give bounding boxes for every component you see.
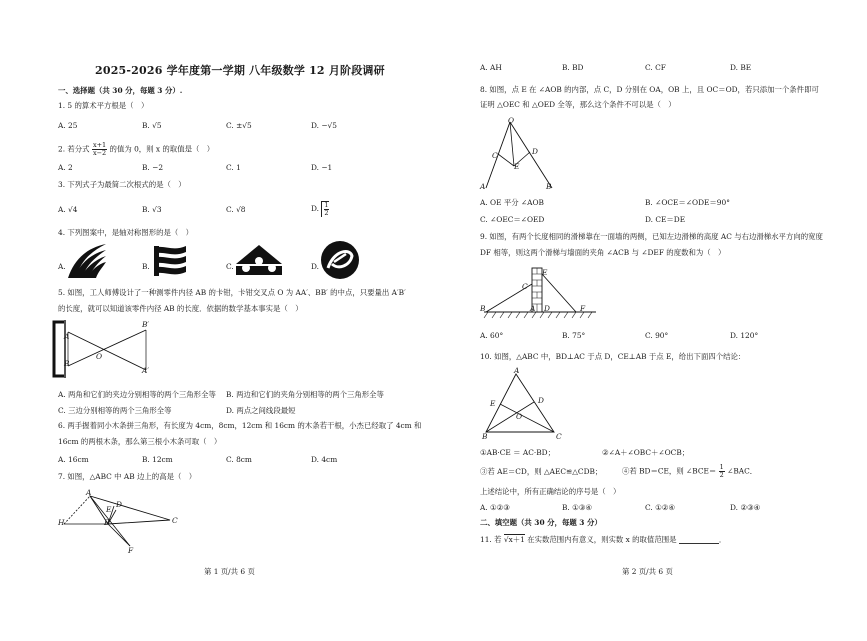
diamond-circles-icon (234, 244, 284, 278)
question-10-question: 上述结论中，所有正确结论的序号是（ ） (480, 487, 621, 496)
page-2 (442, 0, 867, 641)
question-7-option-c: C. CF (645, 63, 666, 72)
sqrt-half (321, 201, 328, 217)
fraction-numerator: x+1 (92, 141, 107, 149)
question-1-option-c: C. ±√5 (226, 121, 252, 130)
question-8-option-b: B. ∠OCE＝∠ODE＝90° (645, 198, 730, 207)
fig9-label-f: F (580, 304, 586, 313)
question-10-conclusion-3: ③若 AE＝CD，则 △AEC≌△CDB； (480, 467, 603, 476)
question-3-option-d (311, 201, 329, 217)
page-title: 2025-2026 学年度第一学期 八年级数学 12 月阶段调研 (95, 64, 385, 77)
question-2-fraction (92, 142, 107, 157)
fig8-label-d: D (532, 147, 538, 156)
question-3-stem: 3. 下列式子为最简二次根式的是（ ） (58, 180, 186, 189)
question-4-option-a: A. (58, 262, 66, 271)
page-1-footer: 第 1 页/共 6 页 (204, 567, 255, 576)
question-10-option-b: B. ①③④ (562, 503, 593, 512)
question-1-option-a: A. 25 (58, 121, 78, 130)
question-8-option-d: D. CE＝DE (645, 215, 686, 224)
section-heading: 一、选择题（共 30 分，每题 3 分）. (58, 86, 183, 95)
caliper-label-b: B (64, 359, 70, 368)
fig10-label-a: A (514, 366, 520, 375)
fig8-label-e: E (514, 162, 520, 171)
question-8-option-c: C. ∠OEC＝∠OED (480, 215, 545, 224)
question-5-option-d: D. 两点之间线段最短 (226, 406, 296, 415)
question-6-option-d: D. 4cm (311, 455, 338, 464)
fig10-label-c: C (556, 432, 562, 441)
question-10-option-c: C. ①②④ (645, 503, 675, 512)
q11-end: ． (718, 535, 727, 544)
caliper-label-a-prime: A′ (142, 366, 150, 375)
conclusion-4-fraction (719, 464, 725, 479)
question-7-stem: 7. 如图，△ABC 中 AB 边上的高是（ ） (58, 472, 197, 481)
section-heading-fill-in: 二、填空题（共 30 分，每题 3 分） (480, 518, 602, 527)
fraction-numerator: 1 (324, 201, 329, 209)
question-9-option-b: B. 75° (562, 331, 586, 340)
question-5-option-c: C. 三边分别相等的两个三角形全等 (58, 406, 172, 415)
question-2-option-b: B. −2 (142, 163, 164, 172)
question-6-option-a: A. 16cm (58, 455, 89, 464)
fraction-numerator: 1 (719, 463, 724, 471)
question-1-stem: 1. 5 的算术平方根是（ ） (58, 101, 149, 110)
question-2-stem-pre: 2. 若分式 (58, 144, 90, 154)
q11-radical: √x＋1 (503, 535, 525, 544)
conclusion-4-pre: ④若 BD＝CE，则 ∠BCE＝ (622, 466, 717, 476)
question-8-stem-line2: 证明 △OEC 和 △OED 全等，那么这个条件不可以是（ ） (480, 100, 676, 109)
fig7-label-a: A (86, 488, 92, 497)
fig10-label-e: E (490, 399, 496, 408)
question-5-stem-line2: 的长度，就可以知道该零件内径 AB 的长度．依据的数学基本事实是（ ） (58, 304, 303, 313)
triangle-heights-figure (60, 488, 180, 550)
question-2-stem-post: 的值为 0，则 x 的取值是（ ） (109, 144, 215, 154)
answer-blank[interactable] (679, 536, 719, 544)
question-4-option-b: B. (142, 262, 150, 271)
question-6-option-c: C. 8cm (226, 455, 252, 464)
fig9-label-a: A (530, 304, 536, 313)
question-7-option-a: A. AH (480, 63, 502, 72)
caliper-label-a: A (64, 332, 70, 341)
conclusion-4-post: ∠BAC． (727, 466, 758, 476)
fig7-label-b: B (104, 518, 110, 527)
question-7-option-b: B. BD (562, 63, 584, 72)
question-9-option-c: C. 90° (645, 331, 669, 340)
question-10-conclusion-2: ②∠A＋∠OBC＋∠OCB； (602, 448, 690, 457)
fig10-label-o: O (516, 412, 523, 421)
question-1-option-b: B. √5 (142, 121, 162, 130)
fig8-label-o: O (508, 116, 515, 125)
question-3-option-b: B. √3 (142, 205, 162, 214)
question-10-option-a: A. ①②③ (480, 503, 510, 512)
q11-radicand: x＋1 (508, 535, 525, 544)
fraction-denominator: x−2 (92, 149, 107, 157)
option-d-label: D. (311, 204, 320, 213)
page-2-footer: 第 2 页/共 6 页 (622, 567, 673, 576)
question-5-stem-line1: 5. 如图，工人师傅设计了一种测零件内径 AB 的卡钳，卡钳交叉点 O 为 AA′、BB′ 的中点，只要量出 A′B′ (58, 288, 406, 297)
q11-pre: 11. 若 (480, 535, 502, 544)
question-11-stem (480, 535, 726, 544)
question-8-stem-line1: 8. 如图，点 E 在 ∠AOB 的内部，点 C，D 分别在 OA，OB 上，且 OC＝OD，若只添加一个条件即可 (480, 85, 819, 94)
slides-wall-figure (480, 262, 600, 324)
question-5-option-b: B. 两边和它们的夹角分别相等的两个三角形全等 (226, 390, 384, 399)
fig9-label-c: C (522, 282, 528, 291)
fig9-label-e: E (542, 268, 548, 277)
fig7-label-d: D (116, 500, 122, 509)
question-9-option-a: A. 60° (480, 331, 504, 340)
question-2-stem (58, 142, 214, 157)
swoosh-pattern-icon (66, 240, 108, 280)
question-10-conclusion-1: ①AB·CE ＝ AC·BD； (480, 448, 555, 457)
question-2-option-c: C. 1 (226, 163, 241, 172)
question-10-conclusion-4 (622, 464, 757, 479)
question-6-stem-line2: 16cm 的两根木条，那么第三根小木条可取（ ） (58, 437, 222, 446)
fig8-label-c: C (492, 151, 498, 160)
caliper-label-o: O (96, 352, 103, 361)
circle-logo-icon (320, 240, 360, 280)
question-4-option-d: D. (311, 262, 320, 271)
fraction-denominator: 2 (324, 209, 329, 217)
question-6-option-b: B. 12cm (142, 455, 173, 464)
question-10-option-d: D. ②③④ (730, 503, 761, 512)
question-2-option-a: A. 2 (58, 163, 73, 172)
question-3-option-c: C. √8 (226, 205, 246, 214)
fig10-label-d: D (538, 396, 544, 405)
fig7-label-c: C (172, 516, 178, 525)
fig7-label-f: F (128, 546, 134, 555)
question-6-stem-line1: 6. 两手握着同小木条拼三角形，有长度为 4cm，8cm，12cm 和 16cm 的木条若干根，小杰已经取了 4cm 和 (58, 421, 422, 430)
fig7-label-h: H (58, 518, 65, 527)
fig8-label-a: A (480, 182, 486, 191)
fig8-label-b: B (546, 182, 552, 191)
question-9-stem-line1: 9. 如图，有两个长度相同的滑梯靠在一面墙的两侧，已知左边滑梯的高度 AC 与右边滑梯水平方向的宽度 (480, 232, 823, 241)
question-4-option-c: C. (226, 262, 234, 271)
question-10-stem: 10. 如图，△ABC 中，BD⊥AC 于点 D，CE⊥AB 于点 E，给出下面四个结论： (480, 352, 746, 361)
question-5-option-a: A. 两角和它们的夹边分别相等的两个三角形全等 (58, 390, 216, 399)
question-8-option-a: A. OE 平分 ∠AOB (480, 198, 544, 207)
fig9-label-d: D (544, 304, 550, 313)
caliper-label-b-prime: B′ (142, 320, 150, 329)
question-2-option-d: D. −1 (311, 163, 333, 172)
wave-bands-icon (150, 244, 190, 278)
question-1-option-d: D. −√5 (311, 121, 337, 130)
question-9-option-d: D. 120° (730, 331, 759, 340)
question-3-option-a: A. √4 (58, 205, 78, 214)
question-7-option-d: D. BE (730, 63, 752, 72)
q11-post: 在实数范围内有意义，则实数 x 的取值范围是 (527, 535, 677, 544)
question-4-stem: 4. 下列图案中，是轴对称图形的是（ ） (58, 228, 194, 237)
fraction-denominator: 2 (719, 471, 724, 479)
question-9-stem-line2: DF 相等，则这两个滑梯与墙面的夹角 ∠ACB 与 ∠DEF 的度数和为（ ） (480, 248, 726, 257)
fig10-label-b: B (482, 432, 488, 441)
fig7-label-e: E (106, 505, 112, 514)
fig9-label-b: B (480, 304, 486, 313)
